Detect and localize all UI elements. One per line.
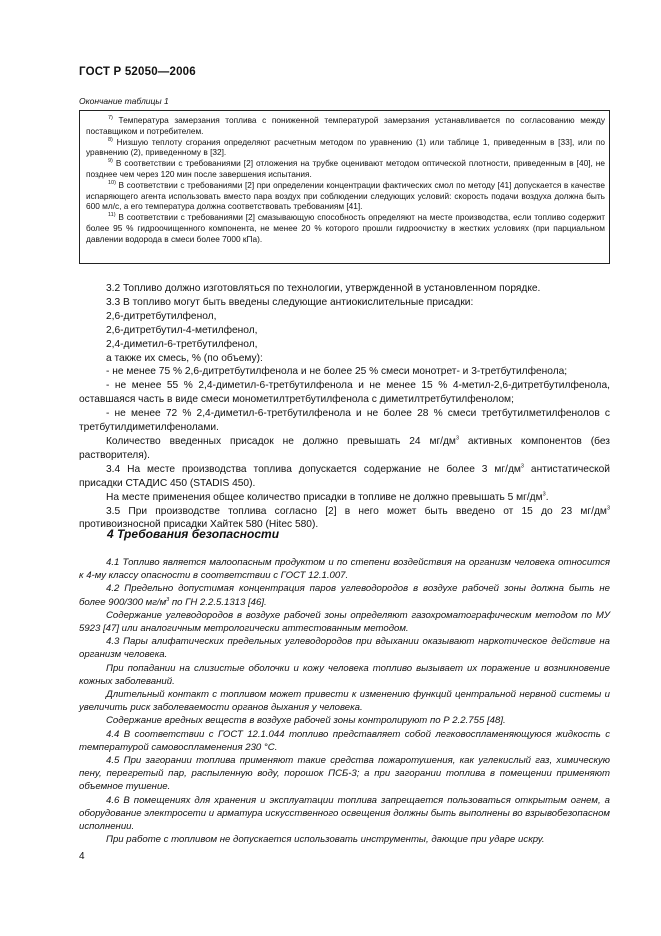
paragraph: 3.4 На месте производства топлива допускается содержание не более 3 $мг/дм^3$ антистатической присадки СТАДИС 450 (STADIS 450).	[79, 463, 610, 489]
paragraph: Количество введенных присадок не должно превышать 24 $мг/дм^3$ активных компонентов (без растворителя).	[79, 435, 610, 461]
paragraph: - не менее 55 % 2,4-диметил-6-третбутилфенола и не менее 15 % 4-метил-2,6-дитретбутилфенола, оставшаяся часть в виде смеси монометилтретбутилфенола с диметилтретбутилфенолом;	[79, 380, 610, 406]
paragraph: 4.4 В соответствии с ГОСТ 12.1.044 топливо представляет собой легковоспламеняющуюся жидкость с температурой самовоспламенения 230 °С.	[79, 728, 610, 753]
paragraph: 4.3 Пары алифатических предельных углеводородов при вдыхании оказывают наркотическое действие на организм человека.	[79, 636, 610, 661]
footnotes-box	[79, 110, 610, 264]
paragraph: - не менее 75 % 2,6-дитретбутилфенола и не более 25 % смеси монотрет- и 3-третбутилфенола;	[106, 366, 568, 378]
section-4-body	[79, 556, 610, 846]
paragraph: Содержание углеводородов в воздухе рабочей зоны определяют газохроматографическим методом по МУ 5923 [47] или аналогичным метрологически аттестованным методом.	[79, 609, 610, 635]
paragraph: На месте применения общее количество присадки в топливе не должно превышать 5 $мг/дм^3$.	[106, 491, 549, 503]
paragraph: а также их смесь, % (по объему):	[106, 352, 263, 364]
paragraph: При попадании на слизистые оболочки и кожу человека топливо вызывает их поражение и возникновение кожных заболеваний.	[79, 662, 610, 687]
paragraph: 3.2 Топливо должно изготовляться по технологии, утвержденной в установленном порядке.	[106, 283, 541, 294]
paragraph: 2,6-дитретбутил-4-метилфенол,	[106, 324, 258, 336]
paragraph: При работе с топливом не допускается использовать инструменты, дающие при ударе искру.	[106, 834, 545, 846]
paragraph: 2,6-дитретбутилфенол,	[106, 310, 217, 322]
paragraph: - не менее 72 % 2,4-диметил-6-третбутилфенола и не более 28 % смеси третбутилметилфенолов с третбутилдиметилфенолами.	[79, 408, 610, 434]
footnote: $^{7)}$ Температура замерзания топлива с пониженной температурой замерзания устанавливается по согласованию между поставщиком и потребителем.	[86, 115, 605, 136]
paragraph: Содержание вредных веществ в воздухе рабочей зоны контролируют по Р 2.2.755 [48].	[106, 715, 506, 727]
table-caption: Окончание таблицы 1	[79, 96, 169, 106]
paragraph: 4.5 При загорании топлива применяют такие средства пожаротушения, как углекислый газ, химическую пену, перегретый пар, распыленную воду, порошок ПСБ-3; а при загорании топлива в помещении применяют объемное тушение.	[79, 755, 610, 793]
footnote: $^{8)}$ Низшую теплоту сгорания определяют расчетным методом по уравнению (1) или таблице 1, приведенным в [33], или по уравнению (2), приведенному в [32].	[86, 136, 605, 158]
paragraph: 2,4-диметил-6-третбутилфенол,	[106, 338, 258, 350]
footnote: $^{10)}$ В соответствии с требованиями [2] при определении концентрации фактических смол по методу [41] допускается в качестве испаряющего агента использовать вместо пара воздух при соблюдении следующих условий: скорость подачи воздуха должна быть 600 мл/с, а его температура должна соответствовать требованиям [41].	[86, 179, 605, 212]
section-4-heading: 4 Требования безопасности	[107, 527, 280, 541]
section-3-body	[79, 282, 610, 532]
footnote: $^{11)}$ В соответствии с требованиями [2] смазывающую способность определяют на месте производства, если топливо содержит более 95 % гидроочищенного компонента, не менее 20 % которого прошли гидроочистку в жестких условиях (при парциальном давлении водорода в смеси более 7000 кПа).	[86, 212, 606, 244]
paragraph: 4.6 В помещениях для хранения и эксплуатации топлива запрещается пользоваться открытым огнем, а оборудование электросети и арматура искусственного освещения должны быть выполнены во взрывобезопасном исполнении.	[79, 794, 610, 833]
paragraph: 4.1 Топливо является малоопасным продуктом и по степени воздействия на организм человека относится к 4-му классу опасности в соответствии с ГОСТ 12.1.007.	[79, 557, 610, 582]
paragraph: 3.5 При производстве топлива согласно [2] в него может быть введено от 15 до 23 $мг/дм^3$ противоизносной присадки Хайтек 580 (Hitec 580).	[79, 505, 610, 531]
paragraph: 3.3 В топливо могут быть введены следующие антиокислительные присадки:	[106, 296, 474, 308]
footnote: $^{9)}$ В соответствии с требованиями [2] отложения на трубке оценивают методом оптической плотности, приведенным в [40], не позднее чем через 120 мин после завершения испытания.	[86, 158, 605, 179]
paragraph: Длительный контакт с топливом может привести к изменению функций центральной нервной системы и увеличить риск заболеваемости органов дыхания у человека.	[79, 689, 610, 714]
paragraph: 4.2 Предельно допустимая концентрация паров углеводородов в воздухе рабочей зоны должна быть не более 900/300 $мг/м^3$ по ГН 2.2.5.1313 [46].	[79, 583, 610, 608]
page-number: 4	[79, 851, 85, 862]
document-header: ГОСТ Р 52050—2006	[79, 66, 196, 78]
